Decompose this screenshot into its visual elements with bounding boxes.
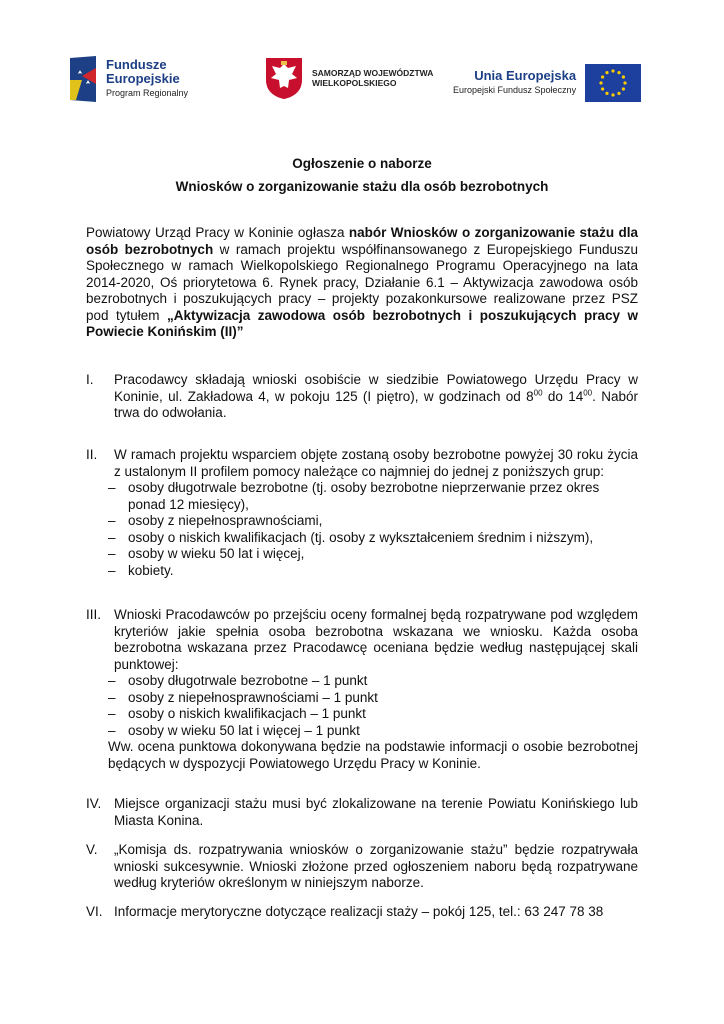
- logo-wielkopolska: [264, 56, 433, 100]
- section-1: [86, 372, 638, 422]
- wlkp-line2: WIELKOPOLSKIEGO: [312, 78, 397, 88]
- section-number: II.: [86, 447, 98, 462]
- logo-bar: [0, 52, 724, 112]
- section-5: [86, 842, 638, 892]
- intro-text-1: Powiatowy Urząd Pracy w Koninie ogłasza: [86, 225, 349, 240]
- eu-flag-icon: [585, 64, 641, 102]
- fe-line2: Europejskie: [106, 71, 180, 86]
- intro-text-2: w ramach projektu współfinansowanego z Europejskiego Funduszu Społecznego w ramach Wielkopolskiego Regionalnego Programu Operacyjnego na lata 2014-2020, Oś priorytetowa 6. Rynek pracy, Działanie 6.1 – Aktywizacja zawodowa osób bezrobotnych i poszukujących pracy – projekty pozakonkursowe realizowane przez PSZ pod tytułem: [86, 241, 639, 323]
- intro-paragraph: [86, 225, 638, 341]
- intro-bold-1: nabór Wniosków o zorganizowanie stażu dla osób bezrobotnych: [86, 225, 638, 257]
- list-item: – osoby w wieku 50 lat i więcej,: [108, 546, 305, 561]
- logo-unia-europejska: [453, 64, 641, 102]
- section-3: [86, 607, 638, 772]
- list-item: – osoby długotrwale bezrobotne – 1 punkt: [108, 673, 368, 688]
- section-number: IV.: [86, 796, 102, 811]
- section-text: Pracodawcy składają wnioski osobiście w siedzibie Powiatowego Urzędu Pracy w Koninie, ul. Zakładowa 4, w pokoju 125 (I piętro), w godzinach od $8^{00}$ do $14^{00}$. Nabór trwa do odwołania.: [114, 372, 638, 420]
- list-item: – osoby o niskich kwalifikacjach (tj. osoby z wykształceniem średnim i niższym),: [108, 529, 594, 545]
- fe-line1: Fundusze: [106, 57, 167, 72]
- section-number: I.: [86, 372, 94, 387]
- list-item: – osoby o niskich kwalifikacjach – 1 punkt: [108, 706, 366, 721]
- eagle-shield-icon: [264, 56, 304, 100]
- fe-line3: Program Regionalny: [106, 88, 189, 98]
- list-item: – osoby długotrwale bezrobotne (tj. osoby bezrobotne nieprzerwanie przez okres ponad 12 miesięcy),: [108, 480, 600, 512]
- page-title: Ogłoszenie o naborze: [292, 156, 432, 171]
- intro-bold-2: „Aktywizacja zawodowa osób bezrobotnych i poszukujących pracy w Powiecie Konińskim (II)”: [86, 307, 638, 339]
- list-item: – osoby z niepełnosprawnościami – 1 punkt: [108, 689, 378, 705]
- list-item: – osoby z niepełnosprawnościami,: [108, 513, 323, 528]
- section-text: „Komisja ds. rozpatrywania wniosków o zorganizowanie stażu” będzie rozpatrywała wnioski sukcesywnie. Wnioski złożone przed ogłoszeniem naboru będą rozpatrywane według kryteriów określonym w niniejszym naborze.: [114, 842, 638, 890]
- fe-emblem-icon: [68, 54, 98, 104]
- logo-fundusze-europejskie: [68, 54, 188, 104]
- ue-line1: Unia Europejska: [474, 68, 577, 83]
- list-item: – osoby w wieku 50 lat i więcej – 1 punkt: [108, 722, 360, 738]
- section-text: Wnioski Pracodawców po przejściu oceny formalnej będą rozpatrywane pod względem kryteriów jakie spełnia osoba bezrobotna wskazana we wniosku. Każda osoba bezrobotna wskazana przez Pracodawcę oceniana będzie według następującej skali punktowej:: [114, 607, 638, 672]
- ue-line2: Europejski Fundusz Społeczny: [453, 85, 577, 95]
- section-text: Miejsce organizacji stażu musi być zlokalizowane na terenie Powiatu Konińskiego lub Miasta Konina.: [114, 796, 638, 828]
- section-4: [86, 796, 638, 829]
- list-item: – kobiety.: [108, 562, 174, 578]
- wlkp-line1: SAMORZĄD WOJEWÓDZTWA: [312, 68, 434, 78]
- section-text: Informacje merytoryczne dotyczące realizacji staży – pokój 125, tel.: 63 247 78 38: [114, 904, 604, 919]
- section-number: III.: [86, 607, 102, 622]
- page-subtitle: Wniosków o zorganizowanie stażu dla osób bezrobotnych: [175, 179, 549, 194]
- section-6: [86, 904, 638, 921]
- section-note: Ww. ocena punktowa dokonywana będzie na podstawie informacji o osobie bezrobotnej będących w dyspozycji Powiatowego Urzędu Pracy w Koninie.: [108, 739, 638, 771]
- section-number: VI.: [86, 904, 103, 919]
- section-text: W ramach projektu wsparciem objęte zostaną osoby bezrobotne powyżej 30 roku życia z ustalonym II profilem pomocy należące co najmniej do jednej z poniższych grup:: [114, 447, 638, 479]
- section-number: V.: [86, 842, 98, 857]
- section-2: [86, 447, 638, 579]
